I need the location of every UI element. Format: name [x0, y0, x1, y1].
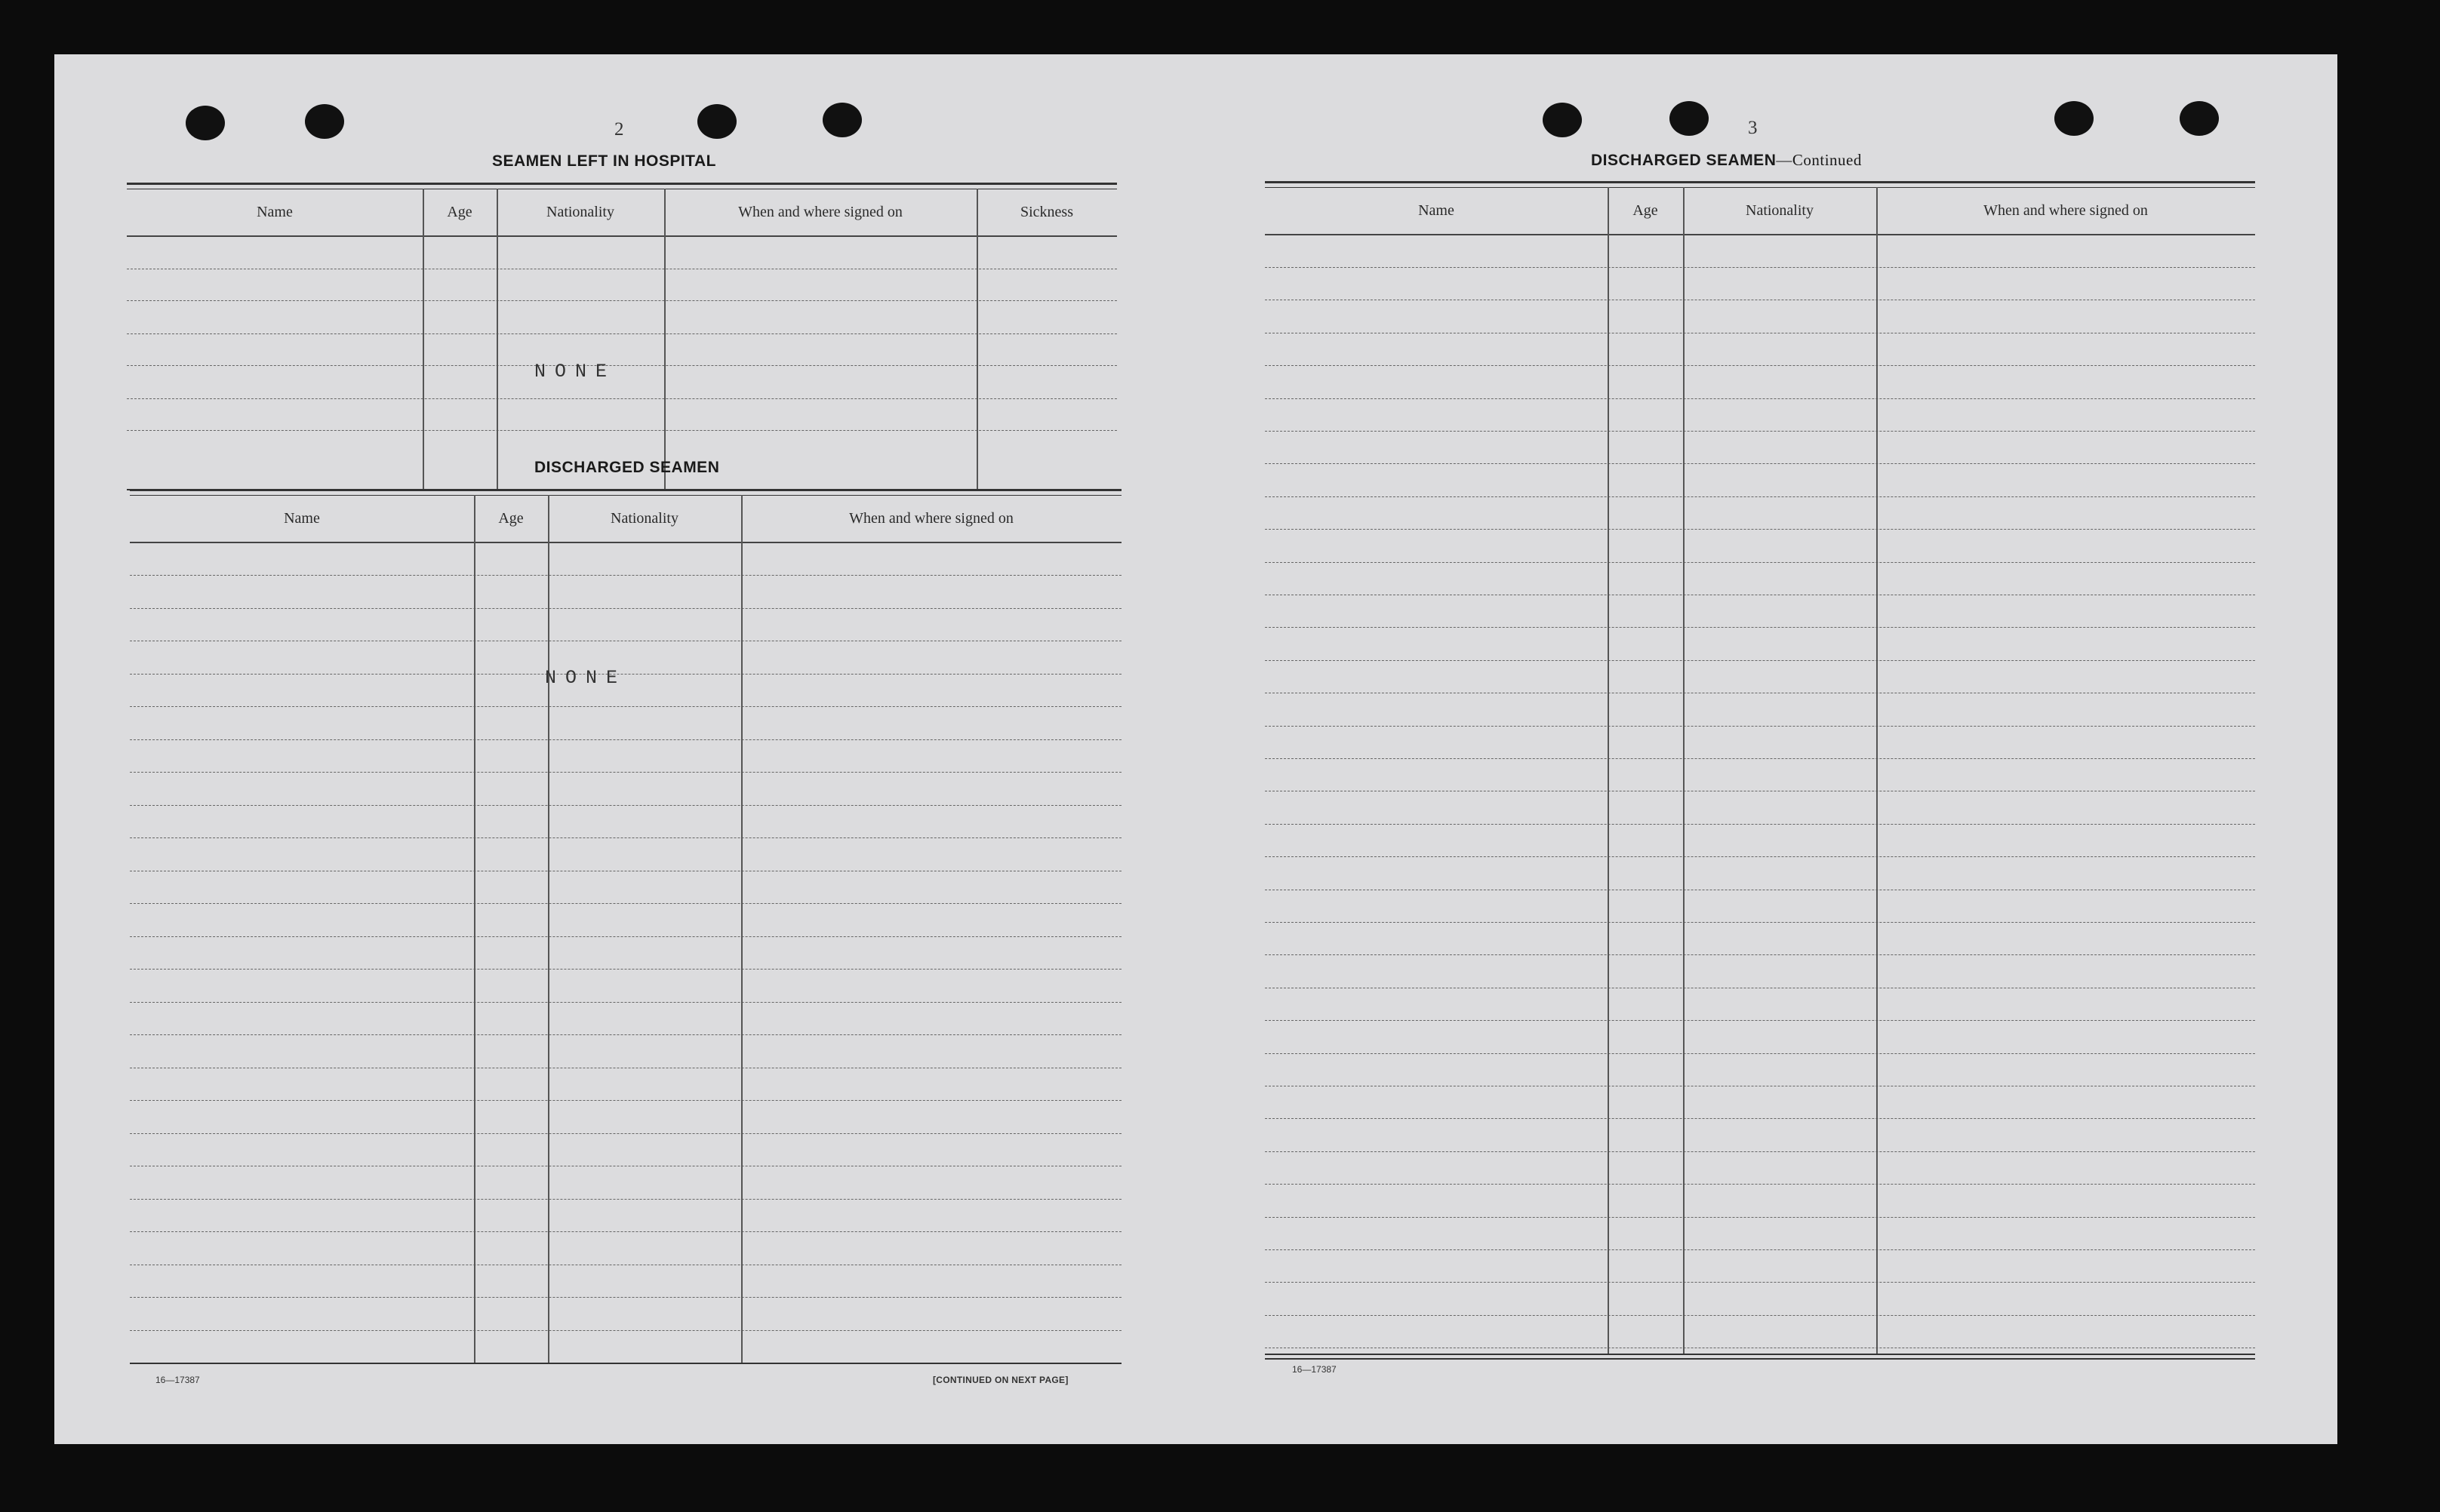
row-line: [130, 1231, 1122, 1232]
typed-entry-none: NONE: [545, 667, 627, 689]
row-line: [1265, 627, 2255, 628]
form-number-left: 16—17387: [155, 1375, 200, 1385]
row-line: [1265, 431, 2255, 432]
row-line: [130, 608, 1122, 609]
row-line: [1265, 1315, 2255, 1316]
discharged-table-left: [130, 489, 1122, 1366]
column-header-signed-on: When and where signed on: [1983, 202, 2148, 219]
row-line: [1265, 758, 2255, 759]
column-header-name: Name: [257, 204, 293, 220]
hospital-title: SEAMEN LEFT IN HOSPITAL: [492, 152, 716, 170]
row-line: [1265, 1184, 2255, 1185]
row-line: [130, 1199, 1122, 1200]
form-number-right: 16—17387: [1292, 1364, 1337, 1375]
column-header-nationality: Nationality: [611, 510, 678, 527]
punch-hole: [2180, 101, 2219, 136]
row-line: [1265, 1249, 2255, 1250]
column-header-sickness: Sickness: [1020, 204, 1073, 220]
row-line: [1265, 660, 2255, 661]
punch-hole: [186, 106, 225, 140]
row-line: [1265, 267, 2255, 268]
bottom-rule: [1265, 1354, 2255, 1355]
page-number-right: 3: [1748, 118, 1758, 138]
row-line: [1265, 922, 2255, 923]
row-line: [1265, 1151, 2255, 1152]
row-line: [130, 772, 1122, 773]
row-line: [1265, 365, 2255, 366]
row-line: [130, 1100, 1122, 1101]
typed-entry-none: NONE: [534, 361, 617, 383]
row-line: [130, 1330, 1122, 1331]
document-sheet: [54, 54, 2337, 1444]
punch-hole: [697, 104, 737, 139]
hospital-table: [127, 183, 1117, 492]
row-line: [1265, 856, 2255, 857]
row-line: [130, 1297, 1122, 1298]
top-rule: [127, 183, 1117, 189]
discharged-continued-title: [1591, 151, 1862, 170]
row-line: [130, 739, 1122, 740]
row-line: [130, 575, 1122, 576]
header-rule: [1265, 234, 2255, 235]
row-line: [1265, 496, 2255, 497]
row-line: [1265, 562, 2255, 563]
column-header-signed-on: When and where signed on: [849, 510, 1014, 527]
row-line: [1265, 529, 2255, 530]
row-line: [130, 936, 1122, 937]
row-line: [1265, 1118, 2255, 1119]
column-header-age: Age: [447, 204, 472, 220]
column-header-name: Name: [1418, 202, 1454, 219]
bottom-rule: [130, 1363, 1122, 1364]
punch-hole: [1543, 103, 1582, 137]
row-line: [1265, 1020, 2255, 1021]
column-header-nationality: Nationality: [1746, 202, 1814, 219]
column-header-age: Age: [1632, 202, 1658, 219]
row-line: [1265, 824, 2255, 825]
row-line: [130, 903, 1122, 904]
punch-hole: [2054, 101, 2094, 136]
row-line: [1265, 1053, 2255, 1054]
page-number-left: 2: [614, 119, 624, 140]
row-line: [130, 969, 1122, 970]
row-line: [1265, 1217, 2255, 1218]
title-suffix: —Continued: [1776, 151, 1862, 169]
row-line: [130, 706, 1122, 707]
punch-hole: [823, 103, 862, 137]
discharged-table-right: [1265, 181, 2255, 1358]
top-rule: [130, 489, 1122, 496]
top-rule: [1265, 181, 2255, 188]
row-line: [1265, 1282, 2255, 1283]
row-line: [130, 837, 1122, 838]
row-line: [1265, 398, 2255, 399]
row-line: [1265, 726, 2255, 727]
header-rule: [127, 235, 1117, 237]
row-line: [130, 1002, 1122, 1003]
row-line: [1265, 463, 2255, 464]
column-header-age: Age: [498, 510, 524, 527]
row-line: [130, 1133, 1122, 1134]
continued-note: [CONTINUED ON NEXT PAGE]: [933, 1375, 1069, 1385]
title-main: DISCHARGED SEAMEN: [1591, 152, 1777, 169]
punch-hole: [305, 104, 344, 139]
row-line: [130, 805, 1122, 806]
discharged-title: DISCHARGED SEAMEN: [534, 459, 720, 476]
column-header-nationality: Nationality: [546, 204, 614, 220]
punch-hole: [1669, 101, 1709, 136]
column-header-signed-on: When and where signed on: [738, 204, 903, 220]
row-line: [1265, 954, 2255, 955]
header-rule: [130, 542, 1122, 543]
column-header-name: Name: [284, 510, 320, 527]
row-line: [130, 1034, 1122, 1035]
